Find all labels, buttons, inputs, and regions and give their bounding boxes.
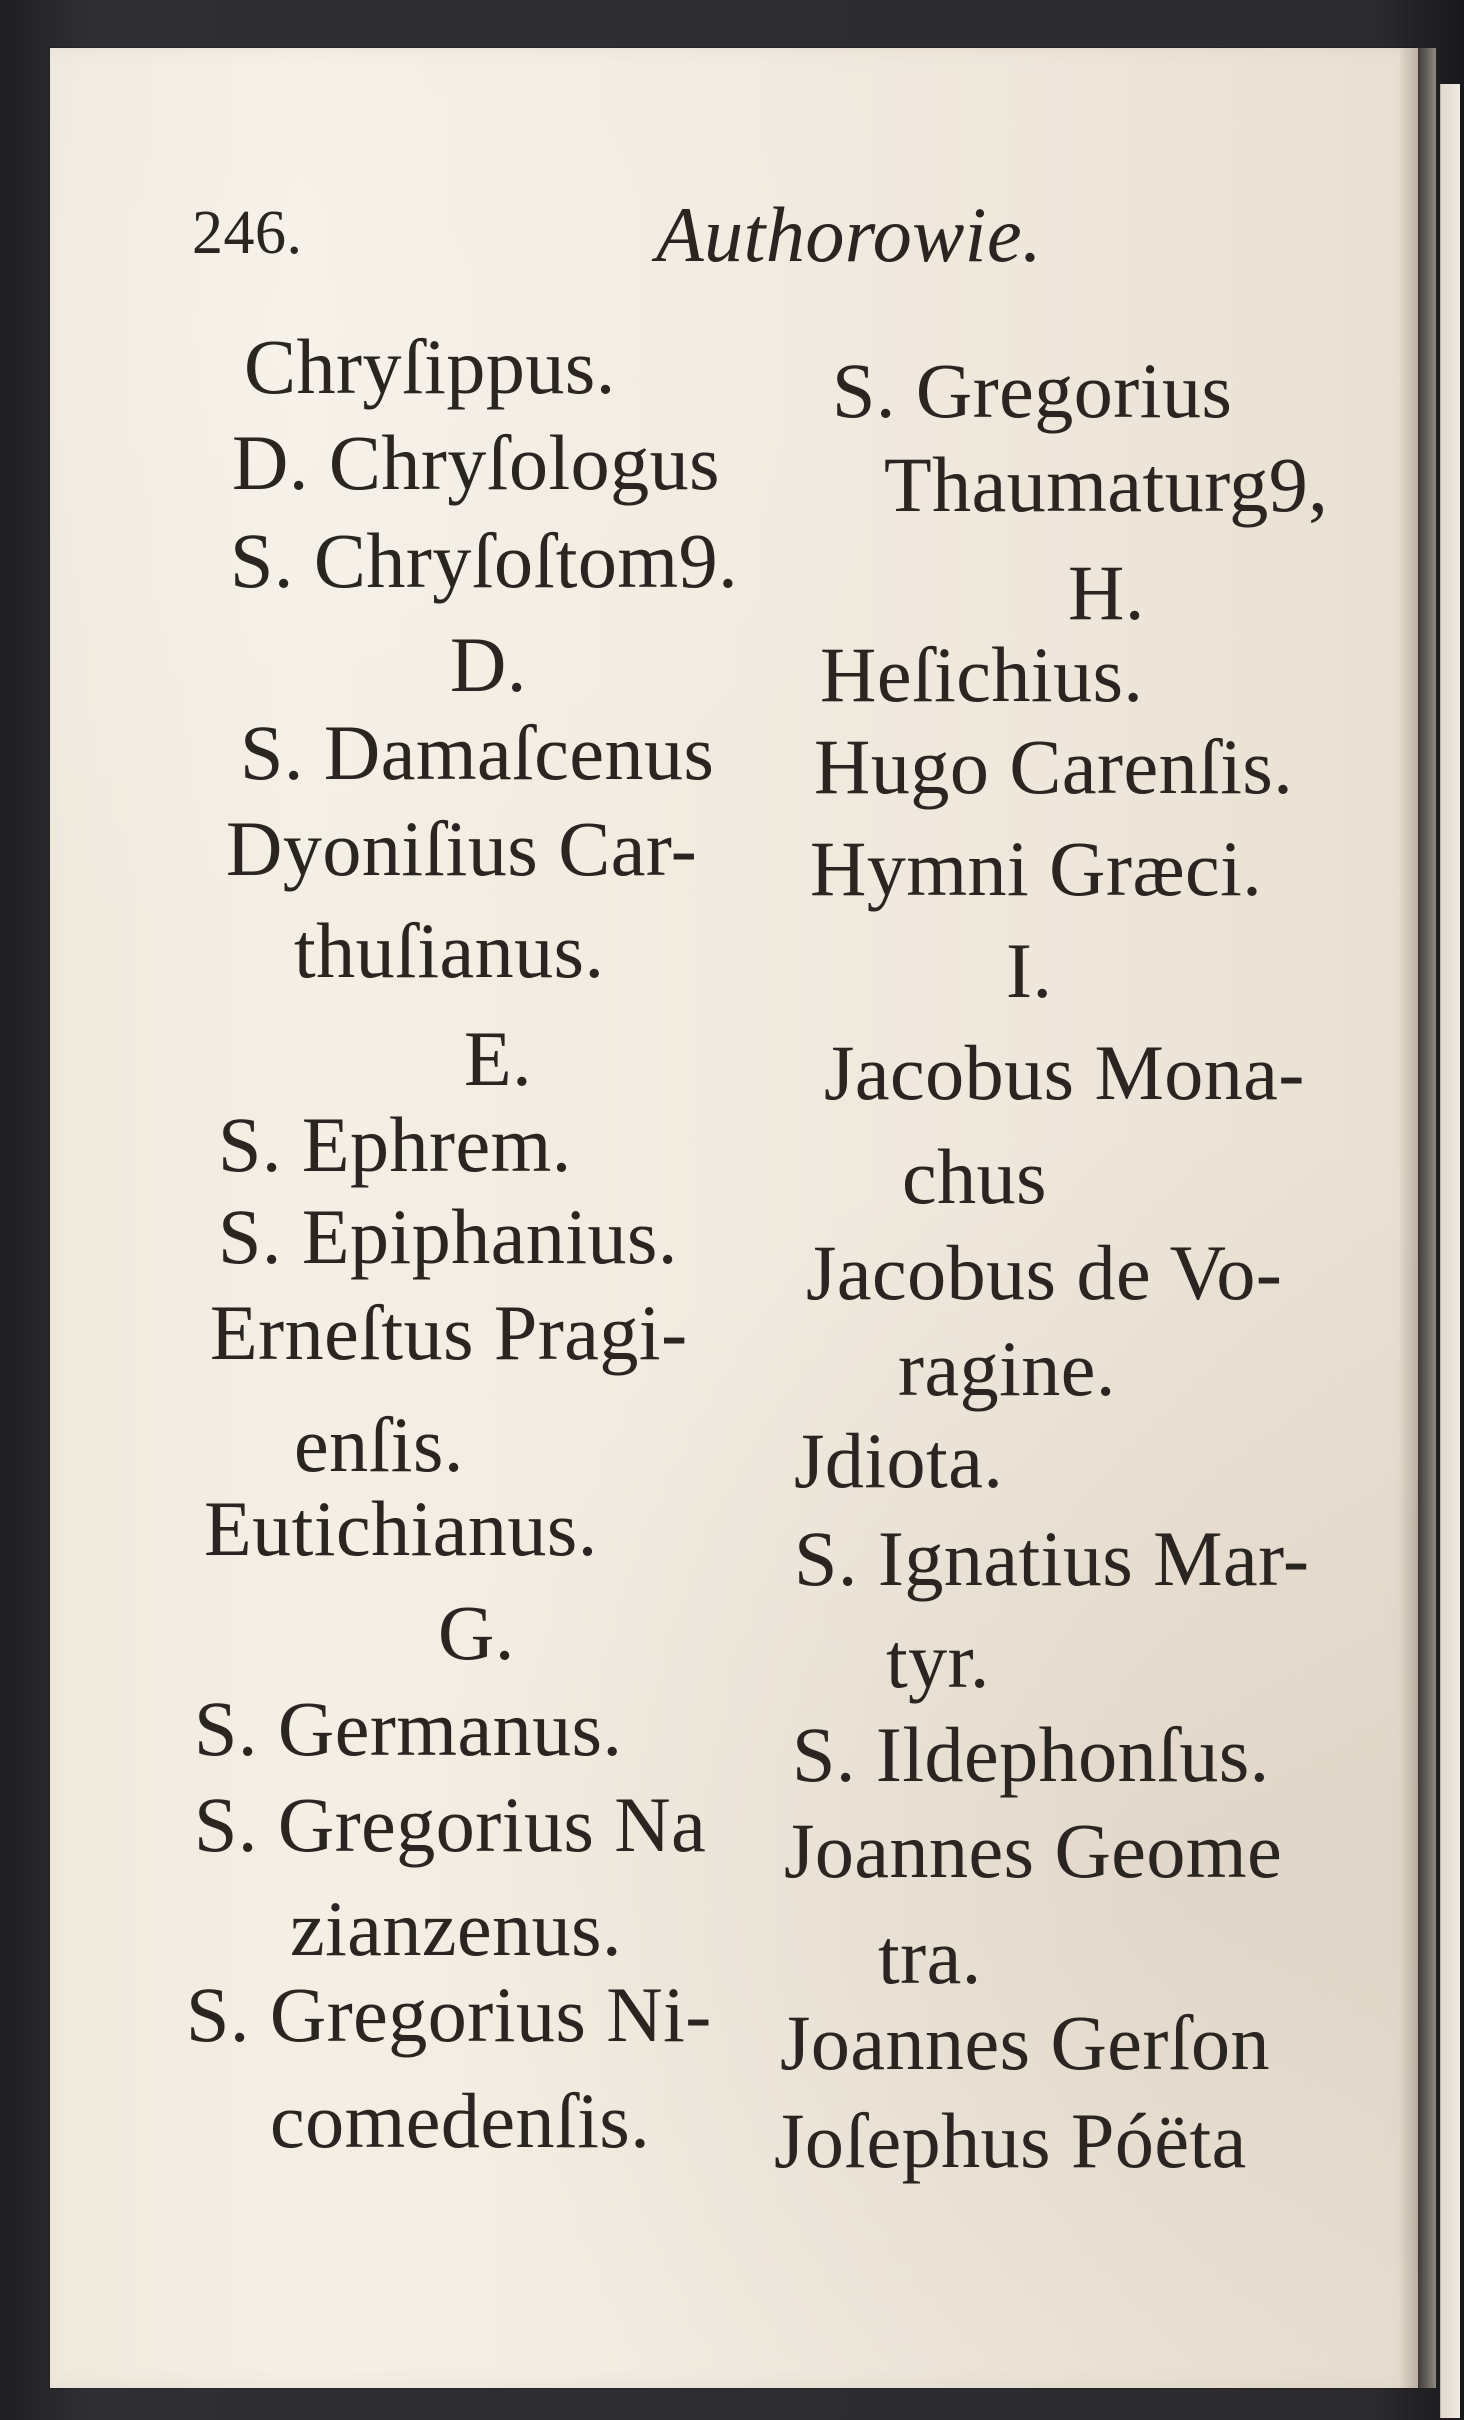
section-letter: D. [450,621,527,708]
right-entry: Joannes Gerſon [780,1999,1271,2086]
section-letter: G. [438,1589,515,1676]
left-entry: S. Ephrem. [218,1101,572,1188]
left-entry: zianzenus. [290,1885,623,1972]
left-entry: S. Germanus. [194,1685,623,1772]
left-entry: S. Chryſoſtom9. [230,517,739,604]
left-entry: D. Chryſologus [232,419,721,506]
right-entry: Hymni Græci. [810,825,1263,912]
right-entry: S. Ildephonſus. [792,1711,1270,1798]
section-letter: E. [464,1015,533,1102]
right-entry: Jacobus Mona- [824,1029,1305,1116]
right-entry: Heſichius. [820,631,1144,718]
right-entry: Joſephus Póëta [774,2097,1247,2184]
book-page [50,48,1418,2388]
page-gutter [1400,48,1436,2388]
left-entry: comedenſis. [270,2077,651,2164]
left-entry: enſis. [294,1401,464,1488]
left-entry: Erneſtus Pragi- [210,1289,688,1376]
section-letter: I. [1006,927,1053,1014]
running-header: Authorowie. [656,191,1043,278]
left-entry: S. Gregorius Na [194,1781,707,1868]
facing-page-edge [1440,84,1460,2418]
right-entry: tyr. [886,1617,990,1704]
right-entry: Jacobus de Vo- [806,1229,1283,1316]
section-letter: H. [1068,549,1145,636]
right-entry: S. Gregorius [832,347,1233,434]
page-number: 246. [192,199,303,267]
right-entry: chus [902,1133,1047,1220]
right-entry: Joannes Geome [784,1807,1283,1894]
right-entry: Thaumaturg9, [884,441,1329,528]
left-entry: S. Damaſcenus [240,709,715,796]
left-entry: S. Epiphanius. [218,1193,678,1280]
left-entry: Chryſippus. [244,323,616,410]
right-entry: Hugo Carenſis. [814,723,1294,810]
right-entry: tra. [878,1913,982,2000]
right-entry: ragine. [898,1325,1116,1412]
right-entry: Jdiota. [794,1417,1004,1504]
left-entry: S. Gregorius Ni- [186,1971,712,2058]
left-entry: thuſianus. [294,907,605,994]
right-entry: S. Ignatius Mar- [794,1515,1310,1602]
left-entry: Eutichianus. [204,1485,598,1572]
left-entry: Dyoniſius Car- [226,805,698,892]
